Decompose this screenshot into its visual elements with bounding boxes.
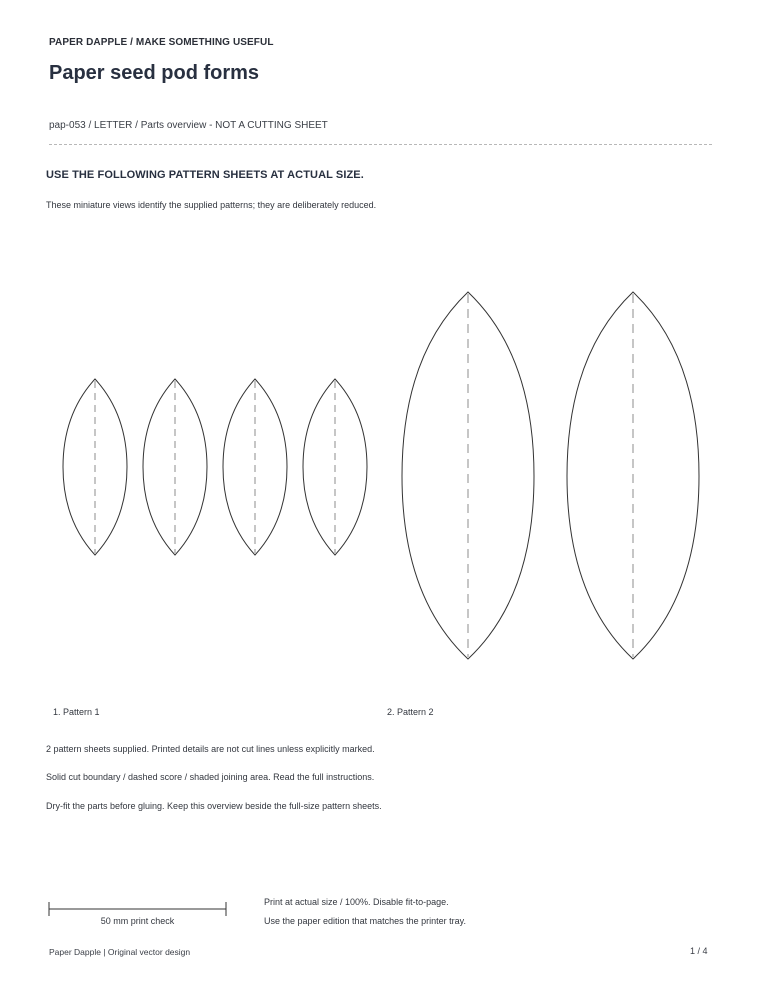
scale-bar	[49, 902, 226, 916]
paper-instruction: Use the paper edition that matches the printer tray.	[264, 916, 466, 926]
overview-note: These miniature views identify the supplied patterns; they are deliberately reduced.	[46, 200, 377, 210]
scale-label: 50 mm print check	[100, 916, 175, 926]
instruction-heading: USE THE FOLLOWING PATTERN SHEETS AT ACTUAL SIZE.	[46, 169, 364, 181]
pattern-2-piece	[402, 292, 534, 659]
footer-credit: Paper Dapple | Original vector design	[49, 947, 191, 957]
legend-paragraph: Solid cut boundary / dashed score / shaded joining area. Read the full instructions.	[46, 772, 375, 782]
page-title: Paper seed pod forms	[49, 62, 260, 84]
brand-line: PAPER DAPPLE / MAKE SOMETHING USEFUL	[49, 37, 274, 48]
pattern-2-group	[402, 292, 699, 659]
document-meta: pap-053 / LETTER / Parts overview - NOT A CUTTING SHEET	[49, 120, 328, 131]
pattern-1-piece	[143, 379, 207, 555]
pattern-1-piece	[223, 379, 287, 555]
page-number: 1 / 4	[690, 946, 708, 956]
pattern-1-label: 1. Pattern 1	[53, 707, 100, 717]
dry-fit-paragraph: Dry-fit the parts before gluing. Keep this overview beside the full-size pattern sheets.	[46, 801, 382, 811]
pattern-2-piece	[567, 292, 699, 659]
pattern-2-label: 2. Pattern 2	[387, 707, 434, 717]
pattern-1-piece	[63, 379, 127, 555]
pattern-1-group	[63, 379, 367, 555]
sheet-count-paragraph: 2 pattern sheets supplied. Printed details are not cut lines unless explicitly marked.	[46, 744, 375, 754]
print-instruction: Print at actual size / 100%. Disable fit-to-page.	[264, 897, 449, 907]
pattern-1-piece	[303, 379, 367, 555]
